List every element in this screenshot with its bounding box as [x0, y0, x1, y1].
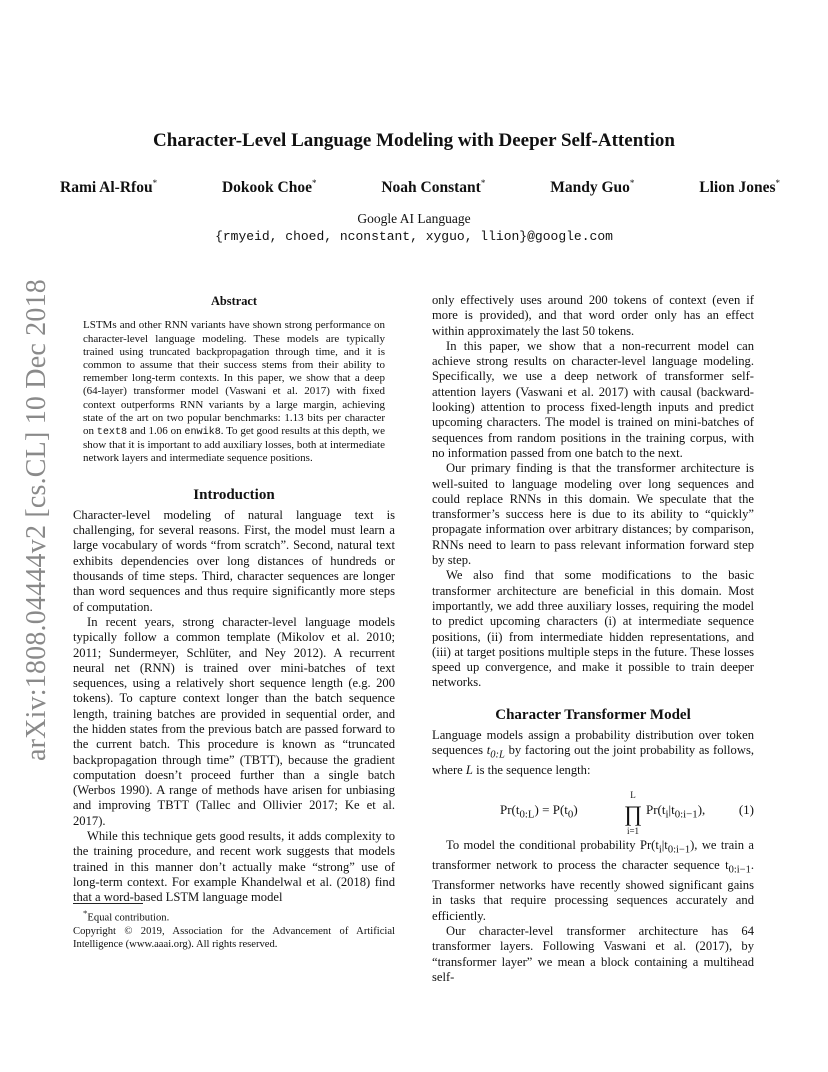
affiliation: Google AI Language — [357, 211, 471, 226]
abstract-text: LSTMs and other RNN variants have shown strong performance on character-level language modeling. These models are typically trained using truncated backpropagation through time, and it is common to assume that their success stems from their ability to remember long-term contexts. In this paper, we show that a deep (64-layer) transformer model (Vaswani et al. 2017) with fixed context outperforms RNN variants by a large margin, achieving state of the art on two popular benchmarks: 1.13 bits per character on text8 and 1.06 on enwik8. To get good results at this depth, we show that it is important to add auxiliary losses, both at intermediate network layers and intermediate sequence positions. — [83, 319, 385, 465]
author: Rami Al-Rfou* — [60, 178, 158, 197]
author-list — [60, 178, 780, 197]
paragraph: In recent years, strong character-level language models typically follow a common template (Mikolov et al. 2010; 2011; Sundermeyer, Schlüter, and Ney 2012). A recurrent neural net (RNN) is trained over mini-batches of text sequences, using a relatively short sequence length (e.g. 200 tokens). To capture context longer than the batch sequence length, training batches are provided in sequential order, and the hidden states from the previous batch are passed forward to the current batch. This procedure is known as “truncated backpropagation through time” (TBTT), because the gradient computation doesn’t proceed further than a single batch (Werbos 1990). A range of methods have arisen for unbiasing and improving TBTT (Tallec and Ollivier 2017; Ke et al. 2017). — [73, 614, 395, 828]
copyright-notice: Copyright © 2019, Association for the Advancement of Artificial Intelligence (www.aaai.org). All rights reserved. — [73, 925, 395, 950]
footnote — [73, 903, 395, 951]
paragraph: Language models assign a probability distribution over token sequences $t_{0:L}$ by factoring out the joint probability as follows, where L is the sequence length: — [432, 728, 754, 778]
author: Llion Jones* — [699, 178, 780, 197]
equation-rhs: $Pr(t_i|t_{0:i-1})$, — [646, 802, 706, 822]
equation-number: (1) — [738, 802, 754, 818]
paragraph: only effectively uses around 200 tokens of context (even if more is provided), and that word order only has an effect within approximately the last 50 tokens. — [432, 293, 754, 338]
left-column — [73, 292, 395, 906]
author: Mandy Guo* — [550, 178, 635, 197]
footnote-rule — [73, 903, 143, 904]
abstract-heading: Abstract — [210, 294, 258, 308]
arxiv-id-text: arXiv:1808.04444v2 [cs.CL] 10 Dec 2018 — [21, 279, 52, 761]
paragraph: In this paper, we show that a non-recurrent model can achieve strong results on character-level language modeling. Specifically, we use a deep network of transformer self-attention layers (Vaswani et al. 2017) with causal (backward-looking) attention to process fixed-length inputs and predict upcoming characters. The model is trained on mini-batches of sequences from random positions in the training corpus, with no information passed from one batch to the next. — [432, 338, 754, 460]
paragraph: While this technique gets good results, it adds complexity to the training procedure, and recent work suggests that models trained in this manner don’t actually make “strong” use of long-term context. For example Khandelwal et al. (2018) find that a word-based LSTM language model — [73, 829, 395, 905]
author: Dokook Choe* — [221, 178, 317, 197]
paragraph: To model the conditional probability $Pr(t_i|t_{0:i-1})$, we train a transformer network to process the character sequence $t_{0:i-1}$. Transformer networks have recently showed significant gains in tasks that require processing sequences accurately and efficiently. — [432, 838, 755, 923]
paragraph: We also find that some modifications to the basic transformer architecture are beneficial in this domain. Most importantly, we add three auxiliary losses, requiring the model to predict upcoming characters (i) at intermediate sequence positions, (ii) from intermediate hidden representations, and (iii) at target positions multiple steps in the future. These losses speed up convergence, and make it possible to train deeper networks. — [432, 568, 754, 690]
equation-1 — [432, 788, 754, 836]
arxiv-sidebar-stamp — [21, 279, 52, 761]
equation-lhs: $Pr(t_{0:L}) = P(t_0)$ — [500, 802, 578, 822]
author: Noah Constant* — [381, 178, 486, 197]
paragraph: Character-level modeling of natural language text is challenging, for several reasons. First, the model must learn a large vocabulary of words “from scratch”. Second, natural text exhibits dependencies over long distances of hundreds or thousands of time steps. Third, character sequences are longer than word sequences and thus require significantly more steps of computation. — [73, 507, 395, 614]
footnote-equal-contribution: *Equal contribution. — [83, 908, 170, 924]
paper-title: Character-Level Language Modeling with Deeper Self-Attention — [153, 130, 675, 151]
char-transformer-heading: Character Transformer Model — [495, 706, 691, 723]
paragraph: Our character-level transformer architecture has 64 transformer layers. Following Vaswani et al. (2017), by “transformer layer” we mean a block containing a multihead self- — [432, 923, 754, 984]
product-operator: L ∏ i=1 — [624, 790, 643, 836]
introduction-heading: Introduction — [193, 486, 275, 503]
author-emails: {rmyeid, choed, nconstant, xyguo, llion}@google.com — [215, 229, 613, 244]
right-column — [432, 293, 754, 985]
paragraph: Our primary finding is that the transformer architecture is well-suited to language modeling over long sequences and could replace RNNs in this domain. We speculate that the transformer’s success here is due to its ability to “quickly” propagate information over arbitrary distances; by comparison, RNNs need to learn to pass relevant information forward step by step. — [432, 461, 754, 568]
